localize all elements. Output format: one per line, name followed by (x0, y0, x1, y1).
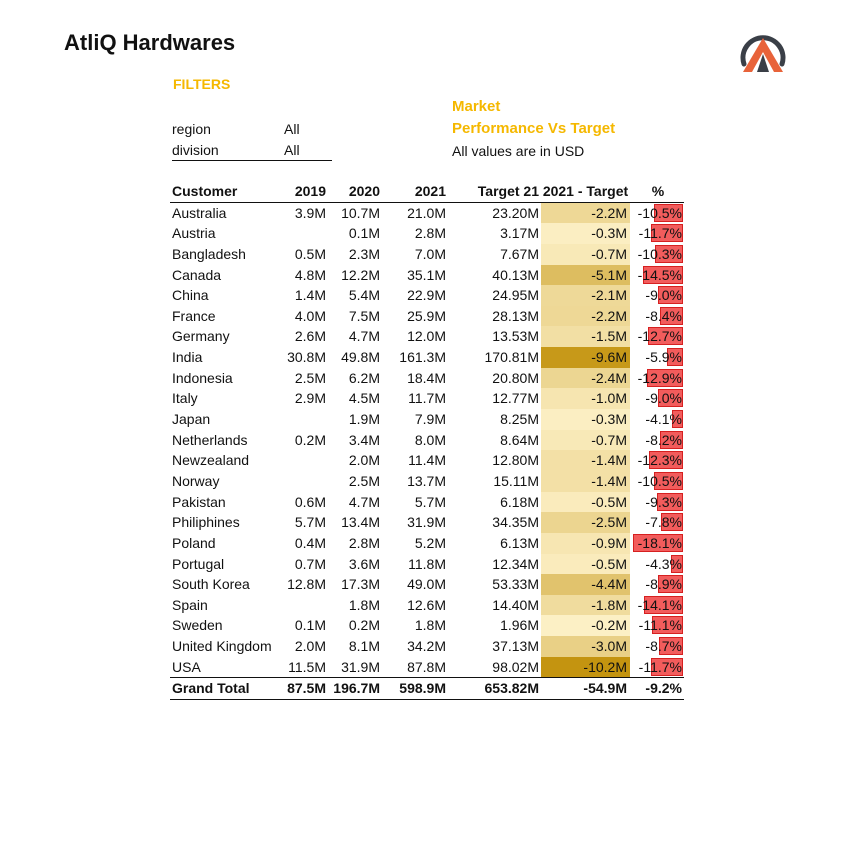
table-row (170, 430, 684, 451)
pct-value: -12.7% (637, 328, 682, 345)
cell-y2019 (276, 450, 326, 471)
table-row (170, 615, 684, 636)
cell-customer: Sweden (172, 617, 223, 634)
cell-pct (632, 554, 684, 575)
cell-y2019: 30.8M (287, 349, 326, 366)
cell-y2019: 5.7M (294, 514, 326, 531)
cell-pct (632, 388, 684, 409)
table-row (170, 492, 684, 513)
table-row (170, 326, 684, 347)
cell-diff: -0.9M (541, 533, 630, 554)
cell-target: 12.77M (492, 390, 539, 407)
table-row (170, 512, 684, 533)
cell-diff: -1.0M (541, 388, 630, 409)
cell-y2020: 0.2M (348, 617, 380, 634)
cell-y2019: 2.9M (294, 390, 326, 407)
cell-y2020: 2.3M (348, 245, 380, 262)
cell-y2020: 0.1M (348, 225, 380, 242)
cell-customer: USA (172, 658, 201, 675)
cell-target: 12.80M (492, 452, 539, 469)
cell-diff: -2.1M (541, 285, 630, 306)
pct-value: -11.7% (638, 658, 682, 675)
cell-y2019 (276, 471, 326, 492)
cell-pct (632, 574, 684, 595)
pct-value: -12.9% (637, 369, 682, 386)
cell-y2019: 0.6M (294, 493, 326, 510)
cell-customer: Pakistan (172, 493, 226, 510)
cell-diff: -5.1M (541, 265, 630, 286)
cell-y2021: 8.0M (414, 431, 446, 448)
cell-target: 37.13M (492, 638, 539, 655)
cell-target: 1.96M (500, 617, 539, 634)
cell-target: 6.13M (500, 534, 539, 551)
cell-y2021: 11.8M (408, 555, 446, 572)
pct-value: -10.5% (637, 204, 682, 221)
cell-y2020: 3.6M (348, 555, 380, 572)
cell-y2020: 4.7M (348, 493, 380, 510)
cell-y2019: 2.6M (294, 328, 326, 345)
cell-pct (632, 595, 684, 616)
cell-target: 40.13M (492, 266, 539, 283)
cell-target: 7.67M (500, 245, 539, 262)
cell-y2020: 12.2M (341, 266, 380, 283)
table-header (170, 181, 684, 203)
table-row (170, 574, 684, 595)
cell-pct (632, 203, 684, 224)
cell-diff: -9.6M (541, 347, 630, 368)
table-row (170, 388, 684, 409)
cell-y2019: 0.4M (294, 534, 326, 551)
cell-target: 6.18M (500, 493, 539, 510)
pct-value: -4.3% (645, 555, 682, 572)
cell-y2021: 5.2M (414, 534, 446, 551)
cell-pct (632, 657, 684, 678)
cell-target: 34.35M (492, 514, 539, 531)
cell-diff: -3.0M (541, 636, 630, 657)
cell-y2021: 34.2M (407, 638, 446, 655)
table-row (170, 285, 684, 306)
cell-y2020: 13.4M (341, 514, 380, 531)
cell-pct (632, 306, 684, 327)
pct-value: -8.7% (645, 638, 682, 655)
cell-pct (632, 244, 684, 265)
total-2020: 196.7M (333, 680, 380, 697)
cell-y2021: 161.3M (399, 349, 446, 366)
cell-target: 8.25M (500, 411, 539, 428)
cell-pct (632, 223, 684, 244)
table-row (170, 533, 684, 554)
filter-division-label: division (172, 142, 219, 158)
pct-value: -14.1% (637, 596, 682, 613)
filter-division[interactable] (172, 140, 332, 161)
cell-customer: Netherlands (172, 431, 248, 448)
cell-y2019: 4.8M (294, 266, 326, 283)
performance-table (170, 181, 684, 700)
cell-y2020: 17.3M (341, 576, 380, 593)
cell-diff: -0.3M (541, 223, 630, 244)
table-row (170, 306, 684, 327)
cell-target: 98.02M (492, 658, 539, 675)
table-row (170, 368, 684, 389)
cell-y2021: 5.7M (414, 493, 446, 510)
pct-value: -11.1% (638, 617, 682, 634)
cell-y2020: 2.8M (348, 534, 380, 551)
report-title-line2: Performance Vs Target (452, 120, 616, 137)
cell-customer: Australia (172, 204, 227, 221)
cell-customer: China (172, 287, 209, 304)
table-row (170, 554, 684, 575)
cell-y2019 (276, 409, 326, 430)
pct-value: -8.9% (645, 576, 682, 593)
cell-target: 3.17M (500, 225, 539, 242)
cell-y2020: 8.1M (348, 638, 380, 655)
cell-y2020: 49.8M (341, 349, 380, 366)
header-2021: 2021 (414, 183, 446, 199)
cell-pct (632, 368, 684, 389)
cell-diff: -4.4M (541, 574, 630, 595)
cell-pct (632, 533, 684, 554)
cell-pct (632, 285, 684, 306)
filter-region-value[interactable]: All (284, 121, 300, 137)
company-title: AtliQ Hardwares (64, 30, 236, 55)
cell-target: 23.20M (492, 204, 539, 221)
cell-pct (632, 430, 684, 451)
cell-y2019: 0.5M (294, 245, 326, 262)
filters-title: FILTERS (173, 76, 231, 92)
cell-diff: -10.2M (541, 657, 630, 678)
filter-division-value[interactable]: All (284, 142, 300, 158)
cell-y2020: 3.4M (348, 431, 380, 448)
pct-value: -10.5% (637, 472, 682, 489)
cell-customer: Germany (172, 328, 230, 345)
cell-y2020: 1.9M (348, 411, 380, 428)
table-row (170, 223, 684, 244)
cell-y2021: 25.9M (407, 307, 446, 324)
cell-y2020: 1.8M (348, 596, 380, 613)
pct-value: -7.8% (645, 514, 682, 531)
cell-y2021: 11.4M (408, 452, 446, 469)
cell-customer: France (172, 307, 216, 324)
cell-customer: Philiphines (172, 514, 240, 531)
cell-diff: -2.2M (541, 203, 630, 224)
table-row (170, 636, 684, 657)
cell-diff: -0.7M (541, 430, 630, 451)
cell-y2019: 0.1M (294, 617, 326, 634)
cell-diff: -2.2M (541, 306, 630, 327)
cell-y2021: 11.7M (408, 390, 446, 407)
total-diff: -54.9M (583, 680, 627, 697)
cell-customer: Portugal (172, 555, 225, 572)
table-row (170, 265, 684, 286)
cell-customer: Norway (172, 472, 220, 489)
cell-y2020: 5.4M (348, 287, 380, 304)
table-row (170, 347, 684, 368)
cell-customer: Indonesia (172, 369, 233, 386)
cell-y2020: 4.7M (348, 328, 380, 345)
cell-y2020: 4.5M (348, 390, 380, 407)
cell-y2021: 12.0M (407, 328, 446, 345)
total-2019: 87.5M (287, 680, 326, 697)
cell-pct (632, 409, 684, 430)
cell-customer: Japan (172, 411, 211, 428)
cell-diff: -0.7M (541, 244, 630, 265)
cell-pct (632, 347, 684, 368)
pct-value: -5.9% (645, 349, 682, 366)
cell-y2021: 12.6M (407, 596, 446, 613)
cell-target: 24.95M (492, 287, 539, 304)
cell-target: 12.34M (492, 555, 539, 572)
table-row (170, 595, 684, 616)
header-diff: 2021 - Target (542, 183, 629, 199)
filter-region-label: region (172, 121, 211, 137)
cell-diff: -1.4M (541, 450, 630, 471)
cell-y2019 (276, 223, 326, 244)
atliq-logo-icon (738, 26, 788, 74)
cell-customer: Newzealand (172, 452, 250, 469)
cell-y2019: 1.4M (294, 287, 326, 304)
cell-customer: Canada (172, 266, 222, 283)
pct-value: -4.1% (645, 411, 682, 428)
cell-y2021: 7.9M (414, 411, 446, 428)
cell-target: 20.80M (492, 369, 539, 386)
cell-y2019: 4.0M (294, 307, 326, 324)
cell-diff: -0.5M (541, 492, 630, 513)
cell-y2021: 87.8M (407, 658, 446, 675)
cell-y2021: 22.9M (407, 287, 446, 304)
cell-customer: United Kingdom (172, 638, 272, 655)
cell-y2020: 2.0M (348, 452, 380, 469)
total-pct: -9.2% (645, 680, 682, 697)
cell-y2021: 13.7M (407, 472, 446, 489)
table-row (170, 203, 684, 224)
cell-diff: -0.5M (541, 554, 630, 575)
pct-value: -8.2% (645, 431, 682, 448)
cell-y2019: 2.5M (294, 369, 326, 386)
cell-diff: -2.5M (541, 512, 630, 533)
cell-y2019: 0.7M (294, 555, 326, 572)
header-2020: 2020 (348, 183, 380, 199)
total-customer: Grand Total (172, 680, 250, 697)
cell-y2021: 49.0M (407, 576, 446, 593)
cell-customer: Italy (172, 390, 198, 407)
report-note: All values are in USD (452, 143, 585, 159)
table-row (170, 409, 684, 430)
cell-y2020: 2.5M (348, 472, 380, 489)
cell-pct (632, 450, 684, 471)
cell-target: 170.81M (484, 349, 539, 366)
header-2019: 2019 (294, 183, 326, 199)
cell-pct (632, 265, 684, 286)
cell-target: 13.53M (492, 328, 539, 345)
cell-pct (632, 326, 684, 347)
cell-diff: -1.4M (541, 471, 630, 492)
total-2021: 598.9M (399, 680, 446, 697)
cell-y2019: 0.2M (294, 431, 326, 448)
pct-value: -9.3% (645, 493, 682, 510)
filter-region[interactable] (172, 119, 332, 139)
pct-value: -11.7% (638, 225, 682, 242)
pct-value: -9.0% (645, 287, 682, 304)
cell-target: 8.64M (500, 431, 539, 448)
table-row (170, 471, 684, 492)
cell-y2020: 6.2M (348, 369, 380, 386)
pct-value: -14.5% (637, 266, 682, 283)
pct-value: -8.4% (645, 307, 682, 324)
cell-pct (632, 471, 684, 492)
grand-total-row (170, 677, 684, 700)
cell-y2019 (276, 595, 326, 616)
cell-customer: India (172, 349, 203, 366)
cell-pct (632, 636, 684, 657)
cell-y2020: 7.5M (348, 307, 380, 324)
cell-y2021: 21.0M (407, 204, 446, 221)
cell-customer: Spain (172, 596, 208, 613)
header-customer: Customer (172, 183, 238, 199)
pct-value: -10.3% (637, 245, 682, 262)
cell-diff: -1.8M (541, 595, 630, 616)
cell-target: 15.11M (493, 472, 539, 489)
cell-customer: Austria (172, 225, 216, 242)
cell-diff: -0.3M (541, 409, 630, 430)
cell-y2021: 18.4M (407, 369, 446, 386)
cell-y2021: 35.1M (407, 266, 446, 283)
pct-value: -18.1% (637, 534, 682, 551)
cell-y2019: 12.8M (287, 576, 326, 593)
cell-y2019: 2.0M (294, 638, 326, 655)
cell-y2020: 10.7M (341, 204, 380, 221)
cell-y2021: 2.8M (414, 225, 446, 242)
table-row (170, 657, 684, 678)
cell-customer: Bangladesh (172, 245, 246, 262)
header-target: Target 21 (477, 183, 539, 199)
pct-value: -9.0% (645, 390, 682, 407)
cell-customer: Poland (172, 534, 216, 551)
header-pct: % (651, 183, 665, 199)
cell-diff: -2.4M (541, 368, 630, 389)
cell-diff: -1.5M (541, 326, 630, 347)
cell-y2020: 31.9M (341, 658, 380, 675)
cell-customer: South Korea (172, 576, 250, 593)
cell-diff: -0.2M (541, 615, 630, 636)
total-target: 653.82M (484, 680, 539, 697)
cell-pct (632, 615, 684, 636)
cell-target: 53.33M (492, 576, 539, 593)
cell-y2019: 3.9M (294, 204, 326, 221)
cell-pct (632, 492, 684, 513)
table-row (170, 450, 684, 471)
cell-y2021: 31.9M (407, 514, 446, 531)
cell-target: 14.40M (492, 596, 539, 613)
cell-pct (632, 512, 684, 533)
cell-y2019: 11.5M (288, 658, 326, 675)
cell-y2021: 1.8M (414, 617, 446, 634)
cell-y2021: 7.0M (414, 245, 446, 262)
pct-value: -12.3% (637, 452, 682, 469)
table-row (170, 244, 684, 265)
report-title-line1: Market (452, 98, 501, 115)
cell-target: 28.13M (492, 307, 539, 324)
